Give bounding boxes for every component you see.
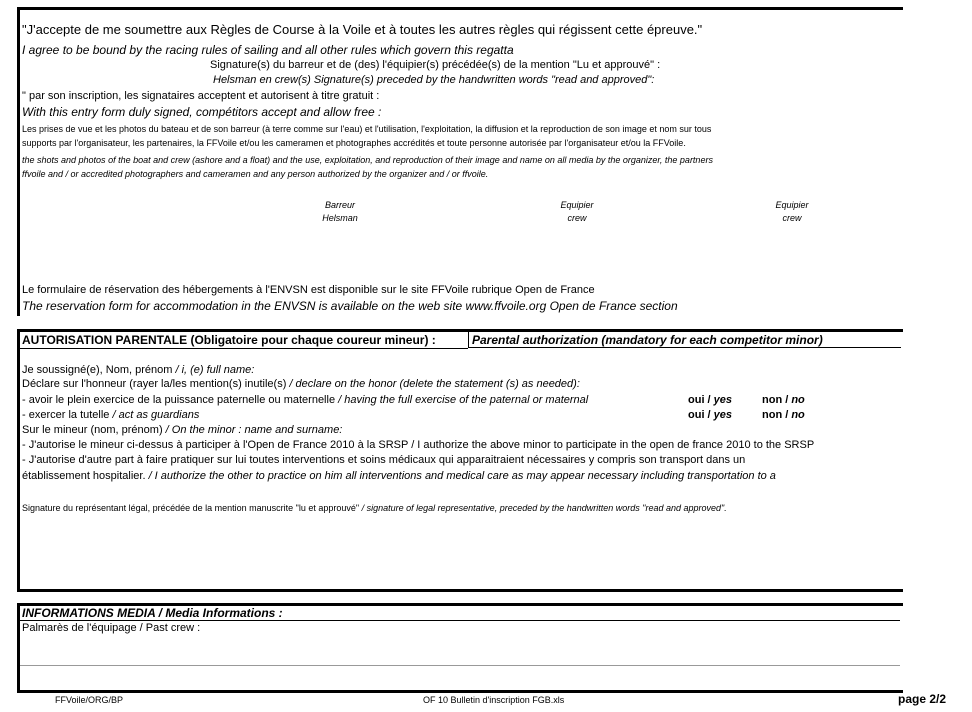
signer-crew-1-label <box>547 200 607 223</box>
media-header-underline <box>20 620 900 621</box>
signer-fr: Barreur <box>324 200 355 210</box>
accept-rules-en: I agree to be bound by the racing rules of sailing and all other rules which govern this regatta <box>22 43 514 57</box>
inscription-en: With this entry form duly signed, compétitors accept and allow free : <box>22 105 382 119</box>
signer-en: crew <box>782 213 802 223</box>
option-parental-yes[interactable] <box>688 394 732 406</box>
option-guardian-fr: - exercer la tutelle <box>22 409 110 421</box>
reservation-info-en: The reservation form for accommodation in the ENVSN is available on the web site www.ffvoile.org Open de France section <box>22 299 678 313</box>
option-parental-fr: - avoir le plein exercice de la puissance paternelle ou maternelle <box>22 394 339 406</box>
option-parental-en: / having the full exercise of the paternal or maternal <box>338 394 589 406</box>
minor-name-line <box>22 424 342 436</box>
authorize-participation: - J'autorise le mineur ci-dessus à participer à l'Open de France 2010 à la SRSP / I authorize the above minor to participate in the open de france 2010 to the SRSP <box>22 439 815 451</box>
parental-auth-header-fr: AUTORISATION PARENTALE (Obligatoire pour chaque coureur mineur) : <box>22 333 436 347</box>
signature-instruction-en: Helsman en crew(s) Signature(s) preceded by the handwritten words "read and approved": <box>213 74 655 86</box>
photos-consent-fr-line2: supports par l'organisateur, les partenaires, la FFVoile et/ou les cameramen et photographes accrédités et toute personne autorisée par l'organisateur et/ou la FFVoile. <box>22 138 686 148</box>
signer-helsman-label <box>310 200 370 223</box>
option-parental-line <box>22 394 588 406</box>
media-info-header: INFORMATIONS MEDIA / Media Informations : <box>22 606 283 620</box>
no-label: no <box>791 394 805 406</box>
legal-signature-fr: Signature du représentant légal, précédée de la mention manuscrite "lu et approuvé" <box>22 503 360 513</box>
declare-fr: Déclare sur l'honneur (rayer la/les mention(s) inutile(s) <box>22 378 287 390</box>
accept-rules-fr: "J'accepte de me soumettre aux Règles de Course à la Voile et à toutes les autres règles qui régissent cette épreuve." <box>22 22 703 37</box>
non-label: non / <box>762 394 792 406</box>
signer-fr: Equipier <box>560 200 594 210</box>
minor-name-fr: Sur le mineur (nom, prénom) <box>22 424 163 436</box>
signer-fr: Equipier <box>775 200 809 210</box>
footer-filename: OF 10 Bulletin d'inscription FGB.xls <box>423 695 565 705</box>
option-parental-no[interactable] <box>762 394 805 406</box>
reservation-info-fr: Le formulaire de réservation des hébergements à l'ENVSN est disponible sur le site FFVoile rubrique Open de France <box>22 284 595 296</box>
option-guardian-en: / act as guardians <box>109 409 200 421</box>
header-underline <box>20 348 468 349</box>
legal-signature-en: / signature of legal representative, preceded by the handwritten words "read and approved". <box>359 503 727 513</box>
signer-crew-2-label <box>762 200 822 223</box>
parental-auth-header-en: Parental authorization (mandatory for each competitor minor) <box>472 333 823 347</box>
page-number: page 2/2 <box>898 692 947 706</box>
past-crew-label: Palmarès de l'équipage / Past crew : <box>22 622 201 634</box>
no-label: no <box>791 409 805 421</box>
past-crew-field-line[interactable] <box>20 665 900 666</box>
oui-label: oui / <box>688 409 714 421</box>
legal-signature-line <box>22 503 727 513</box>
option-guardian-line <box>22 409 199 421</box>
yes-label: yes <box>713 409 733 421</box>
option-guardian-no[interactable] <box>762 409 805 421</box>
photos-consent-fr-line1: Les prises de vue et les photos du bateau et de son barreur (à terre comme sur l'eau) et l'utilisation, l'exploitation, la diffusion et la reproduction de son image et nom sur tous <box>22 124 712 134</box>
authorize-medical-fr-line1: - J'autorise d'autre part à faire pratiquer sur lui toutes interventions et soins médicaux qui apparaitraient nécessaires y compris son transport dans un <box>22 454 746 466</box>
yes-label: yes <box>713 394 733 406</box>
footer-reference: FFVoile/ORG/BP <box>55 695 124 705</box>
authorize-medical-line2 <box>22 470 776 482</box>
photos-consent-en-line2: ffvoile and / or accredited photographers and cameramen and any person authorized by the organizer and / or ffvoile. <box>22 169 489 179</box>
authorize-medical-en: / I authorize the other to practice on him all interventions and medical care as may appear necessary including transportation to a <box>145 470 776 482</box>
signer-en: crew <box>567 213 587 223</box>
oui-label: oui / <box>688 394 714 406</box>
undersigned-fr: Je soussigné(e), Nom, prénom <box>22 364 173 376</box>
undersigned-en: / i, (e) full name: <box>172 364 255 376</box>
photos-consent-en-line1: the shots and photos of the boat and crew (ashore and a float) and the use, exploitation, and reproduction of their image and name on all media by the organizer, the partners <box>22 155 713 165</box>
option-guardian-yes[interactable] <box>688 409 732 421</box>
declare-en: / declare on the honor (delete the statement (s) as needed): <box>286 378 580 390</box>
non-label: non / <box>762 409 792 421</box>
undersigned-line <box>22 364 254 376</box>
signer-en: Helsman <box>322 213 358 223</box>
signature-instruction-fr: Signature(s) du barreur et de (des) l'équipier(s) précédée(s) de la mention "Lu et approuvé" : <box>210 59 661 71</box>
minor-name-en: / On the minor : name and surname: <box>162 424 343 436</box>
inscription-fr: " par son inscription, les signataires acceptent et autorisent à titre gratuit : <box>22 90 380 102</box>
declare-line <box>22 378 580 390</box>
authorize-medical-fr-line2: établissement hospitalier. <box>22 470 146 482</box>
